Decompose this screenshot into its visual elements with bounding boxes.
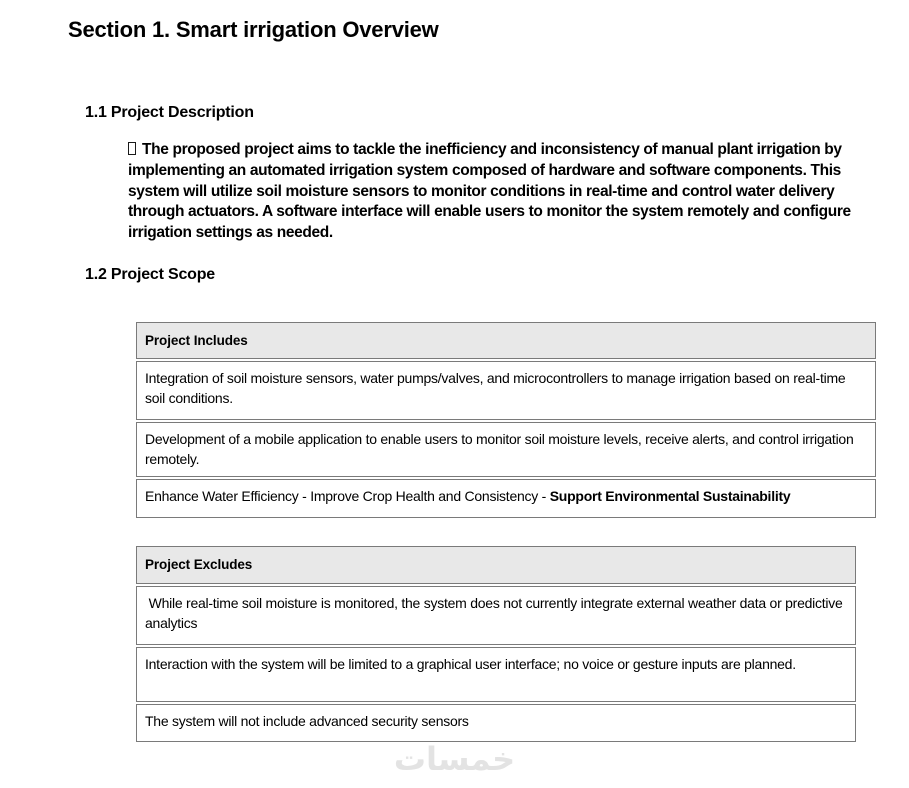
table-row: Integration of soil moisture sensors, water pumps/valves, and microcontrollers to manage irrigation based on real-time soil conditions. bbox=[136, 361, 876, 420]
table-row: Interaction with the system will be limited to a graphical user interface; no voice or gesture inputs are planned. bbox=[136, 647, 856, 702]
heading-project-scope: 1.2 Project Scope bbox=[85, 266, 215, 283]
project-includes-table bbox=[136, 322, 876, 520]
table-row: While real-time soil moisture is monitored, the system does not currently integrate external weather data or predictive analytics bbox=[136, 586, 856, 645]
project-description-text: The proposed project aims to tackle the inefficiency and inconsistency of manual plant irrigation by implementing an automated irrigation system composed of hardware and software components. This system will utilize soil moisture sensors to monitor conditions in real-time and control water delivery through actuators. A software interface will enable users to monitor the system remotely and configure irrigation settings as needed. bbox=[128, 141, 851, 242]
table-row: The system will not include advanced security sensors bbox=[136, 704, 856, 742]
project-includes-table-header: Project Includes bbox=[136, 322, 876, 359]
table-row: Development of a mobile application to enable users to monitor soil moisture levels, receive alerts, and control irrigation remotely. bbox=[136, 422, 876, 477]
table-row-text-normal: Enhance Water Efficiency - Improve Crop Health and Consistency - bbox=[145, 488, 550, 504]
project-excludes-table-header: Project Excludes bbox=[136, 546, 856, 584]
missing-glyph-box bbox=[128, 142, 136, 155]
heading-project-description: 1.1 Project Description bbox=[85, 104, 254, 121]
section-title: Section 1. Smart irrigation Overview bbox=[68, 17, 439, 42]
table-row-text-bold: Support Environmental Sustainability bbox=[549, 488, 791, 504]
project-description-paragraph bbox=[128, 140, 870, 244]
khamsat-watermark: خمسات bbox=[393, 740, 516, 778]
project-excludes-table bbox=[136, 546, 856, 744]
table-row bbox=[136, 479, 876, 518]
